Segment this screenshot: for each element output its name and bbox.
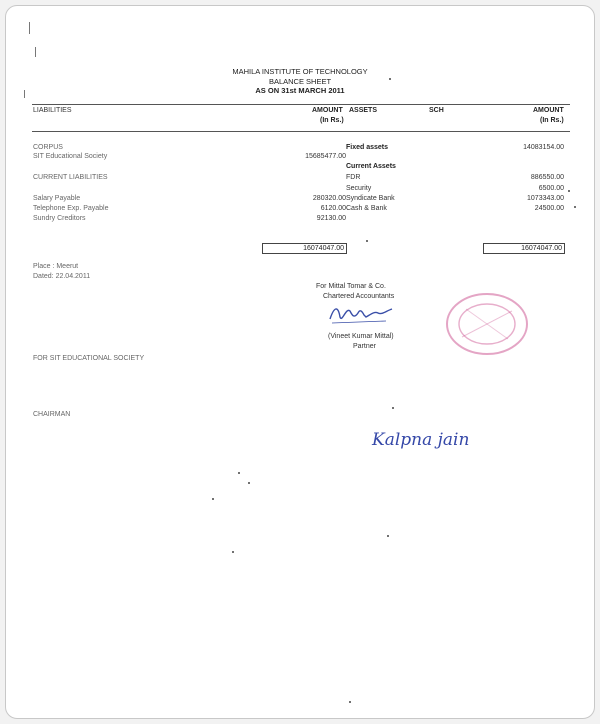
salary-payable-label: Salary Payable (33, 195, 81, 202)
syndicate-bank-label: Syndicate Bank (346, 195, 395, 202)
chairman-label: CHAIRMAN (33, 411, 71, 418)
scan-speck (212, 498, 214, 500)
col-assets: ASSETS (349, 107, 378, 114)
auditor-stamp (442, 289, 532, 359)
scan-speck (392, 407, 394, 409)
scan-speck (574, 206, 576, 208)
fdr-label: FDR (346, 174, 361, 181)
chairman-signature: Kalpna jain (372, 430, 470, 450)
institute-name: MAHILA INSTITUTE OF TECHNOLOGY (232, 67, 368, 76)
scan-mark (24, 90, 25, 98)
col-sch: SCH (429, 107, 444, 114)
col-amount-left: AMOUNT (312, 107, 343, 114)
document-date: AS ON 31st MARCH 2011 (255, 86, 345, 95)
security-label: Security (346, 185, 372, 192)
corpus-item-name: SIT Educational Society (33, 153, 108, 160)
current-liabilities-heading: CURRENT LIABILITIES (33, 174, 108, 181)
scan-speck (232, 551, 234, 553)
cash-bank-amount: 24500.00 (534, 205, 564, 212)
sundry-creditors-label: Sundry Creditors (33, 215, 86, 222)
auditor-title: Chartered Accountants (323, 293, 395, 300)
assets-total: 16074047.00 (483, 243, 565, 254)
current-assets-heading: Current Assets (346, 163, 396, 170)
scan-speck (366, 240, 368, 242)
balance-sheet-page (6, 6, 594, 718)
scan-speck (238, 472, 240, 474)
scan-speck (248, 482, 250, 484)
col-unit-left: (In Rs.) (320, 117, 344, 124)
fixed-assets-heading: Fixed assets (346, 144, 389, 151)
auditor-firm: For Mittal Tomar & Co. (316, 283, 386, 290)
liabilities-total: 16074047.00 (262, 243, 347, 254)
document-title: BALANCE SHEET (268, 77, 332, 86)
telephone-payable-label: Telephone Exp. Payable (33, 205, 109, 212)
scan-speck (568, 190, 570, 192)
fdr-amount: 886550.00 (530, 174, 564, 181)
partner-role: Partner (353, 343, 376, 350)
security-amount: 6500.00 (538, 185, 564, 192)
corpus-heading: CORPUS (33, 144, 63, 151)
scan-mark (35, 47, 36, 57)
society-label: FOR SIT EDUCATIONAL SOCIETY (33, 355, 145, 362)
cash-bank-label: Cash & Bank (346, 205, 387, 212)
partner-name: (Vineet Kumar Mittal) (328, 333, 394, 340)
col-liabilities: LIABILITIES (33, 107, 72, 114)
syndicate-bank-amount: 1073343.00 (527, 195, 564, 202)
scan-speck (349, 701, 351, 703)
scan-mark (29, 22, 30, 34)
auditor-signature (326, 297, 398, 327)
col-unit-right: (In Rs.) (540, 117, 564, 124)
scan-speck (387, 535, 389, 537)
col-amount-right: AMOUNT (533, 107, 564, 114)
document-frame (5, 5, 595, 719)
header-bottom-rule (32, 131, 570, 132)
date-line: Dated: 22.04.2011 (33, 273, 91, 280)
sundry-creditors-amount: 92130.00 (316, 215, 346, 222)
header-top-rule (32, 104, 570, 105)
salary-payable-amount: 280320.00 (312, 195, 346, 202)
fixed-assets-amount: 14083154.00 (523, 144, 564, 151)
telephone-payable-amount: 6120.00 (320, 205, 346, 212)
corpus-item-amount: 15685477.00 (305, 153, 346, 160)
scan-speck (389, 78, 391, 80)
place-line: Place : Meerut (33, 263, 79, 270)
